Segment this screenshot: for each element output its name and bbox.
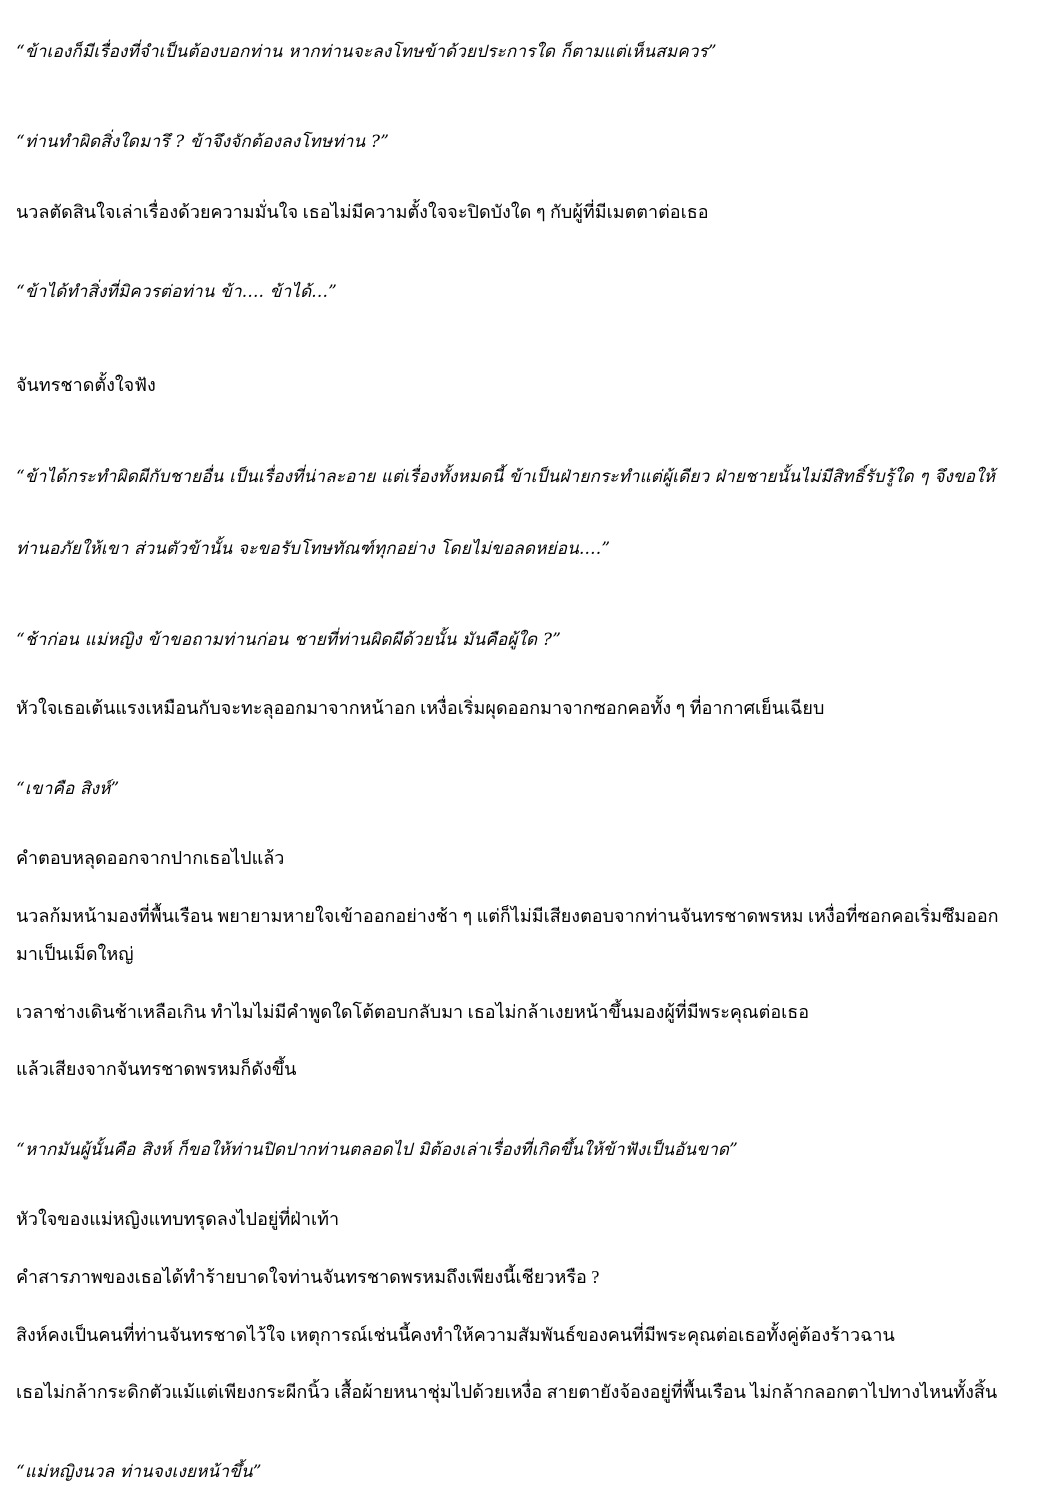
narration-line: คำสารภาพของเธอได้ทำร้ายบาดใจท่านจันทรชาดพรหมถึงเพียงนี้เชียวหรือ ? [16, 1267, 600, 1287]
dialogue-line: “เขาคือ สิงห์” [16, 779, 120, 799]
dialogue-line: “ข้าได้กระทำผิดผีกับชายอื่น เป็นเรื่องที่น่าละอาย แต่เรื่องทั้งหมดนี้ ข้าเป็นฝ่ายกระทำแต่ผู้เดียว ฝ่ายชายนั้นไม่มีสิทธิ์รับรู้ใด ๆ จึงขอให้ [16, 467, 996, 487]
narration-line: เวลาช่างเดินช้าเหลือเกิน ทำไมไม่มีคำพูดใดโต้ตอบกลับมา เธอไม่กล้าเงยหน้าขึ้นมองผู้ที่มีพระคุณต่อเธอ [16, 1002, 810, 1022]
narration-line: สิงห์คงเป็นคนที่ท่านจันทรชาดไว้ใจ เหตุการณ์เช่นนี้คงทำให้ความสัมพันธ์ของคนที่มีพระคุณต่อเธอทั้งคู่ต้องร้าวฉาน [16, 1325, 895, 1345]
dialogue-line: “ข้าเองก็มีเรื่องที่จำเป็นต้องบอกท่าน หากท่านจะลงโทษข้าด้วยประการใด ก็ตามแต่เห็นสมควร” [16, 42, 717, 62]
dialogue-line: “ท่านทำผิดสิ่งใดมารึ ? ข้าจึงจักต้องลงโทษท่าน ?” [16, 132, 390, 152]
narration-line: หัวใจของแม่หญิงแทบทรุดลงไปอยู่ที่ฝ่าเท้า [16, 1209, 340, 1229]
narration-line: มาเป็นเม็ดใหญ่ [16, 944, 134, 964]
narration-line: เธอไม่กล้ากระดิกตัวแม้แต่เพียงกระผีกนิ้ว เสื้อผ้ายหนาชุ่มไปด้วยเหงื่อ สายตายังจ้องอยู่ที่พื้นเรือน ไม่กล้ากลอกตาไปทางไหนทั้งสิ้น [16, 1382, 998, 1402]
narration-line: หัวใจเธอเต้นแรงเหมือนกับจะทะลุออกมาจากหน้าอก เหงื่อเริ่มผุดออกมาจากซอกคอทั้ง ๆ ที่อากาศเย็นเฉียบ [16, 698, 825, 718]
narration-line: นวลตัดสินใจเล่าเรื่องด้วยความมั่นใจ เธอไม่มีความตั้งใจจะปิดบังใด ๆ กับผู้ที่มีเมตตาต่อเธอ [16, 202, 709, 222]
dialogue-line: “หากมันผู้นั้นคือ สิงห์ ก็ขอให้ท่านปิดปากท่านตลอดไป มิต้องเล่าเรื่องที่เกิดขึ้นให้ข้าฟังเป็นอันขาด” [16, 1140, 739, 1160]
narration-line: แล้วเสียงจากจันทรชาดพรหมก็ดังขึ้น [16, 1059, 297, 1079]
narration-line: คำตอบหลุดออกจากปากเธอไปแล้ว [16, 848, 285, 868]
dialogue-line: “ช้าก่อน แม่หญิง ข้าขอถามท่านก่อน ชายที่ท่านผิดผีด้วยนั้น มันคือผู้ใด ?” [16, 630, 562, 650]
narration-line: จันทรชาดตั้งใจฟัง [16, 375, 156, 395]
dialogue-line: “ข้าได้ทำสิ่งที่มิควรต่อท่าน ข้า.... ข้าได้...” [16, 282, 338, 302]
dialogue-line: “แม่หญิงนวล ท่านจงเงยหน้าขึ้น” [16, 1462, 262, 1482]
dialogue-line: ท่านอภัยให้เขา ส่วนตัวข้านั้น จะขอรับโทษทัณฑ์ทุกอย่าง โดยไม่ขอลดหย่อน....” [16, 539, 611, 559]
narration-line: นวลก้มหน้ามองที่พื้นเรือน พยายามหายใจเข้าออกอย่างช้า ๆ แต่ก็ไม่มีเสียงตอบจากท่านจันทรชาดพรหม เหงื่อที่ซอกคอเริ่มซึมออก [16, 906, 999, 926]
